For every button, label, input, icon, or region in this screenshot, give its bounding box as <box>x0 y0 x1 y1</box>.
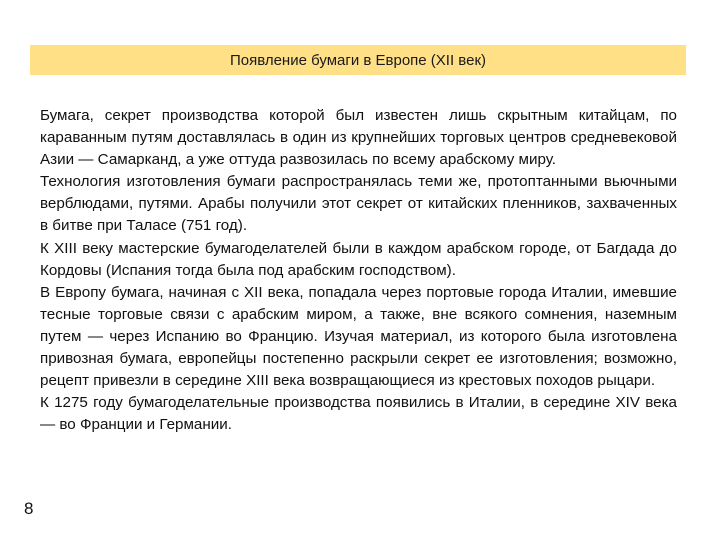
paragraph-5: К 1275 году бумагоделательные производства появились в Италии, в середине XIV века — во Франции и Германии. <box>40 394 677 434</box>
paragraph-2: Технология изготовления бумаги распространялась теми же, протоптанными вьючными верблюдами, путями. Арабы получили этот секрет от китайских пленников, захваченных в битве при Таласе (751 год). <box>40 173 677 235</box>
paragraph-1: Бумага, секрет производства которой был известен лишь скрытным китайцам, по караванным путям доставлялась в один из крупнейших торговых центров средневековой Азии — Самарканд, а уже оттуда развозилась по всему арабскому миру. <box>40 107 677 169</box>
slide-title-bar <box>30 45 686 75</box>
slide-title: Появление бумаги в Европе (XII век) <box>229 51 487 69</box>
slide-body-text <box>40 105 677 436</box>
paragraph-4: В Европу бумага, начиная с XII века, попадала через портовые города Италии, имевшие тесные торговые связи с арабским миром, а также, вне всякого сомнения, наземным путем — через Испанию во Францию. Изучая материал, из которого была изготовлена привозная бумага, европейцы постепенно раскрыли секрет ее изготовления; возможно, рецепт привезли в середине XIII века возвращающиеся из крестовых походов рыцари. <box>40 283 677 390</box>
page-number: 8 <box>24 499 34 518</box>
paragraph-3: К XIII веку мастерские бумагоделателей были в каждом арабском городе, от Багдада до Кордовы (Испания тогда была под арабским господством). <box>40 239 677 279</box>
